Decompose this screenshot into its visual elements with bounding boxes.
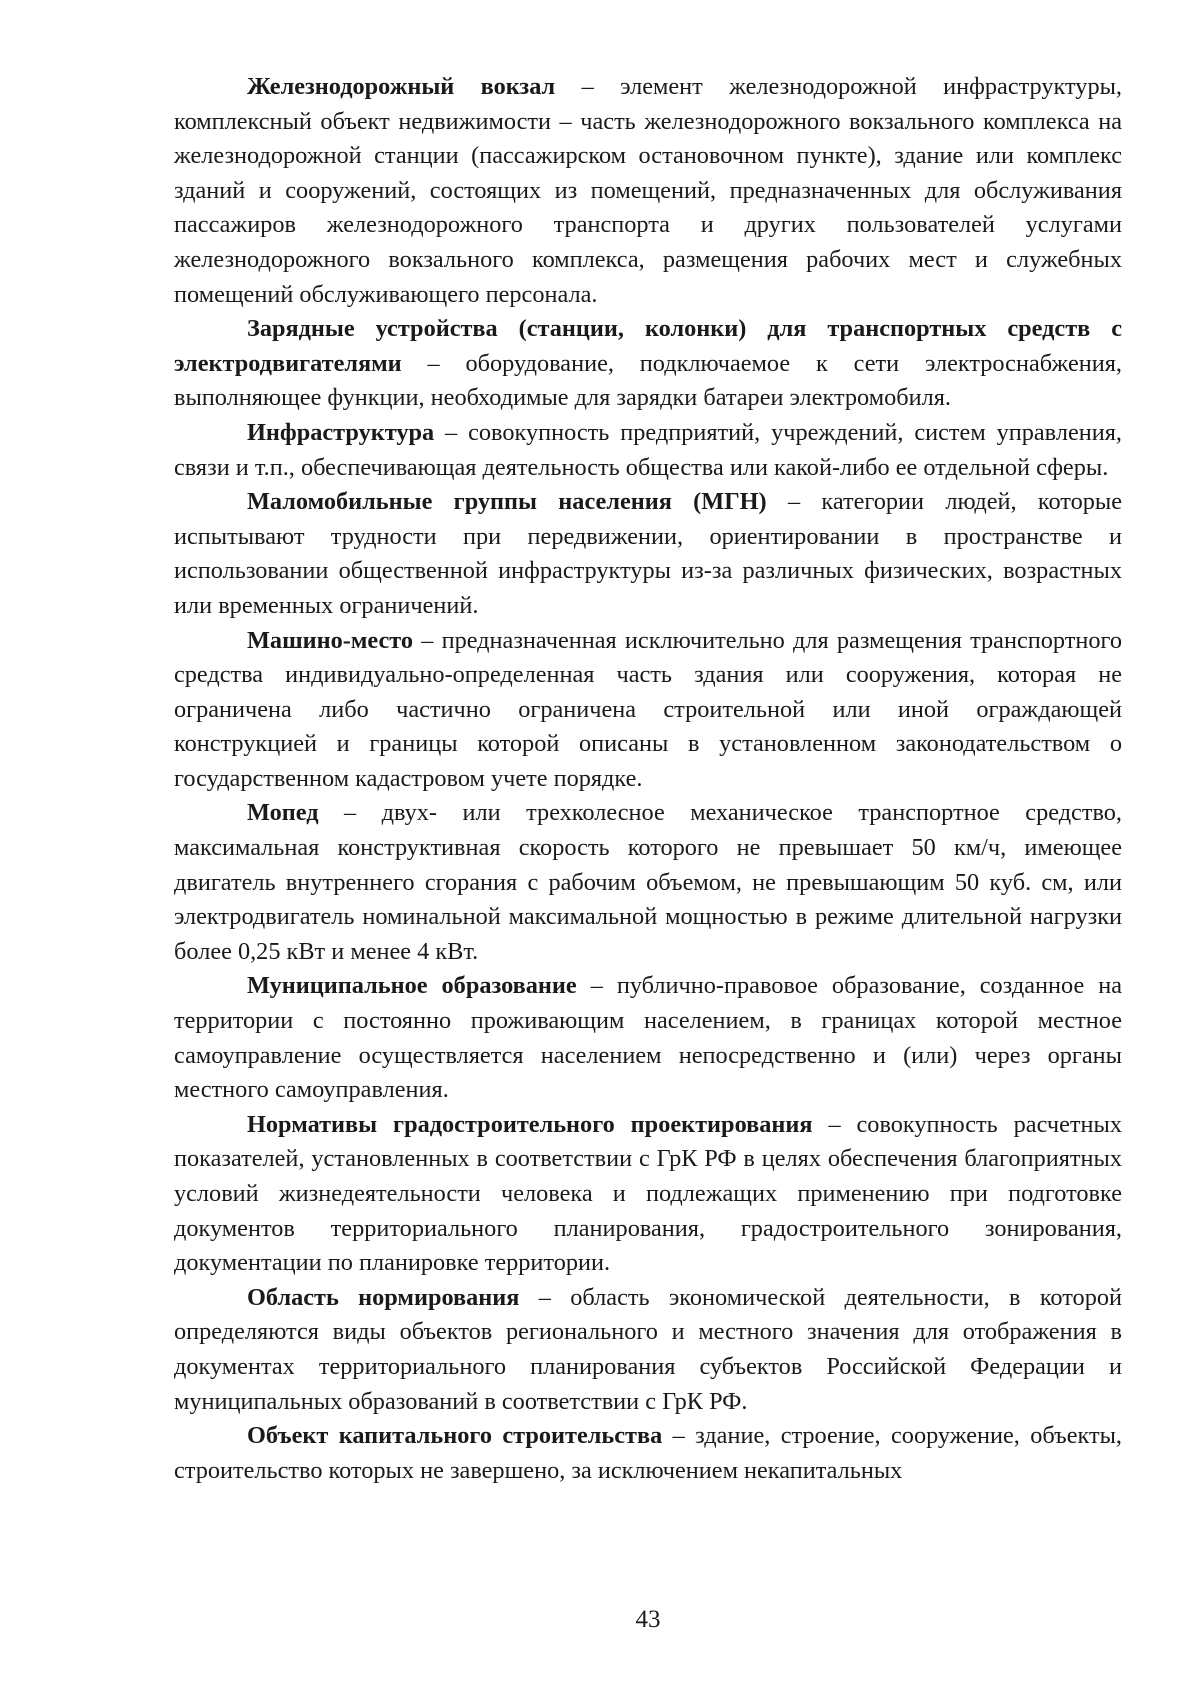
entry-definition: – совокупность предприятий, учреждений, систем управления, связи и т.п., обеспечивающая деятельность общества или какой-либо ее отдельной сферы. [174,418,1122,481]
entry-term: Машино-место [247,626,414,654]
glossary-entry-infrastructure [174,416,1122,485]
entry-term: Муниципальное образование [247,972,577,1000]
entry-definition: – предназначенная исключительно для размещения транспортного средства индивидуально-определенная часть здания или сооружения, которая не ограничена либо частично ограничена строительной или иной ограждающей конструкцией и границы которой описаны в установленном законодательством о государственном кадастровом учете порядке. [174,626,1122,792]
glossary-entry-moped [174,796,1122,969]
glossary-entry-planning-standards [174,1108,1122,1281]
glossary-entry-parking-space [174,624,1122,797]
entry-definition: – здание, строение, сооружение, объекты, строительство которых не завершено, за исключением некапитальных [174,1422,1123,1484]
entry-term: Область нормирования [247,1283,520,1311]
entry-term: Маломобильные группы населения (МГН) [247,488,767,516]
entry-term: Инфраструктура [247,418,435,446]
entry-term: Зарядные устройства (станции, колонки) для транспортных средств с электродвигателями [174,315,1122,377]
entry-definition: – публично-правовое образование, созданное на территории с постоянно проживающим населением, в границах которой местное самоуправление осуществляется населением непосредственно и (или) через органы местного самоуправления. [174,972,1122,1104]
entry-definition: – двух- или трехколесное механическое транспортное средство, максимальная конструктивная скорость которого не превышает 50 км/ч, имеющее двигатель внутреннего сгорания с рабочим объемом, не превышающим 50 куб. см, или электродвигатель номинальной максимальной мощностью в режиме длительной нагрузки более 0,25 кВт и менее 4 кВт. [174,799,1122,965]
entry-definition: – оборудование, подключаемое к сети электроснабжения, выполняющее функции, необходимые для зарядки батареи электромобиля. [174,349,1122,412]
entry-term: Мопед [247,799,319,827]
glossary-entry-standardization-area [174,1281,1122,1419]
glossary-entry-municipality [174,969,1122,1107]
document-body [174,70,1122,1488]
entry-term: Железнодорожный вокзал [247,73,556,100]
entry-definition: – область экономической деятельности, в которой определяются виды объектов регионального и местного значения для отображения в документах территориального планирования субъектов Российской Федерации и муниципальных образований в соответствии с ГрК РФ. [174,1283,1122,1415]
page-number: 43 [635,1606,661,1633]
glossary-entry-charging-devices [174,312,1122,416]
entry-term: Объект капитального строительства [247,1422,663,1450]
glossary-entry-capital-construction-object [174,1419,1122,1488]
entry-definition: – элемент железнодорожной инфраструктуры, комплексный объект недвижимости – часть железнодорожного вокзального комплекса на железнодорожной станции (пассажирском остановочном пункте), здание или комплекс зданий и сооружений, состоящих из помещений, предназначенных для обслуживания пассажиров железнодорожного транспорта и других пользователей услугами железнодорожного вокзального комплекса, размещения рабочих мест и служебных помещений обслуживающего персонала. [174,73,1122,308]
glossary-entry-low-mobility-groups [174,485,1122,623]
entry-term: Нормативы градостроительного проектирования [247,1110,813,1138]
glossary-entry-railway-station [174,70,1122,312]
entry-definition: – совокупность расчетных показателей, установленных в соответствии с ГрК РФ в целях обеспечения благоприятных условий жизнедеятельности человека и подлежащих применению при подготовке документов территориального планирования, градостроительного зонирования, документации по планировке территории. [174,1110,1122,1277]
entry-definition: – категории людей, которые испытывают трудности при передвижении, ориентировании в пространстве и использовании общественной инфраструктуры из-за различных физических, возрастных или временных ограничений. [174,488,1123,619]
